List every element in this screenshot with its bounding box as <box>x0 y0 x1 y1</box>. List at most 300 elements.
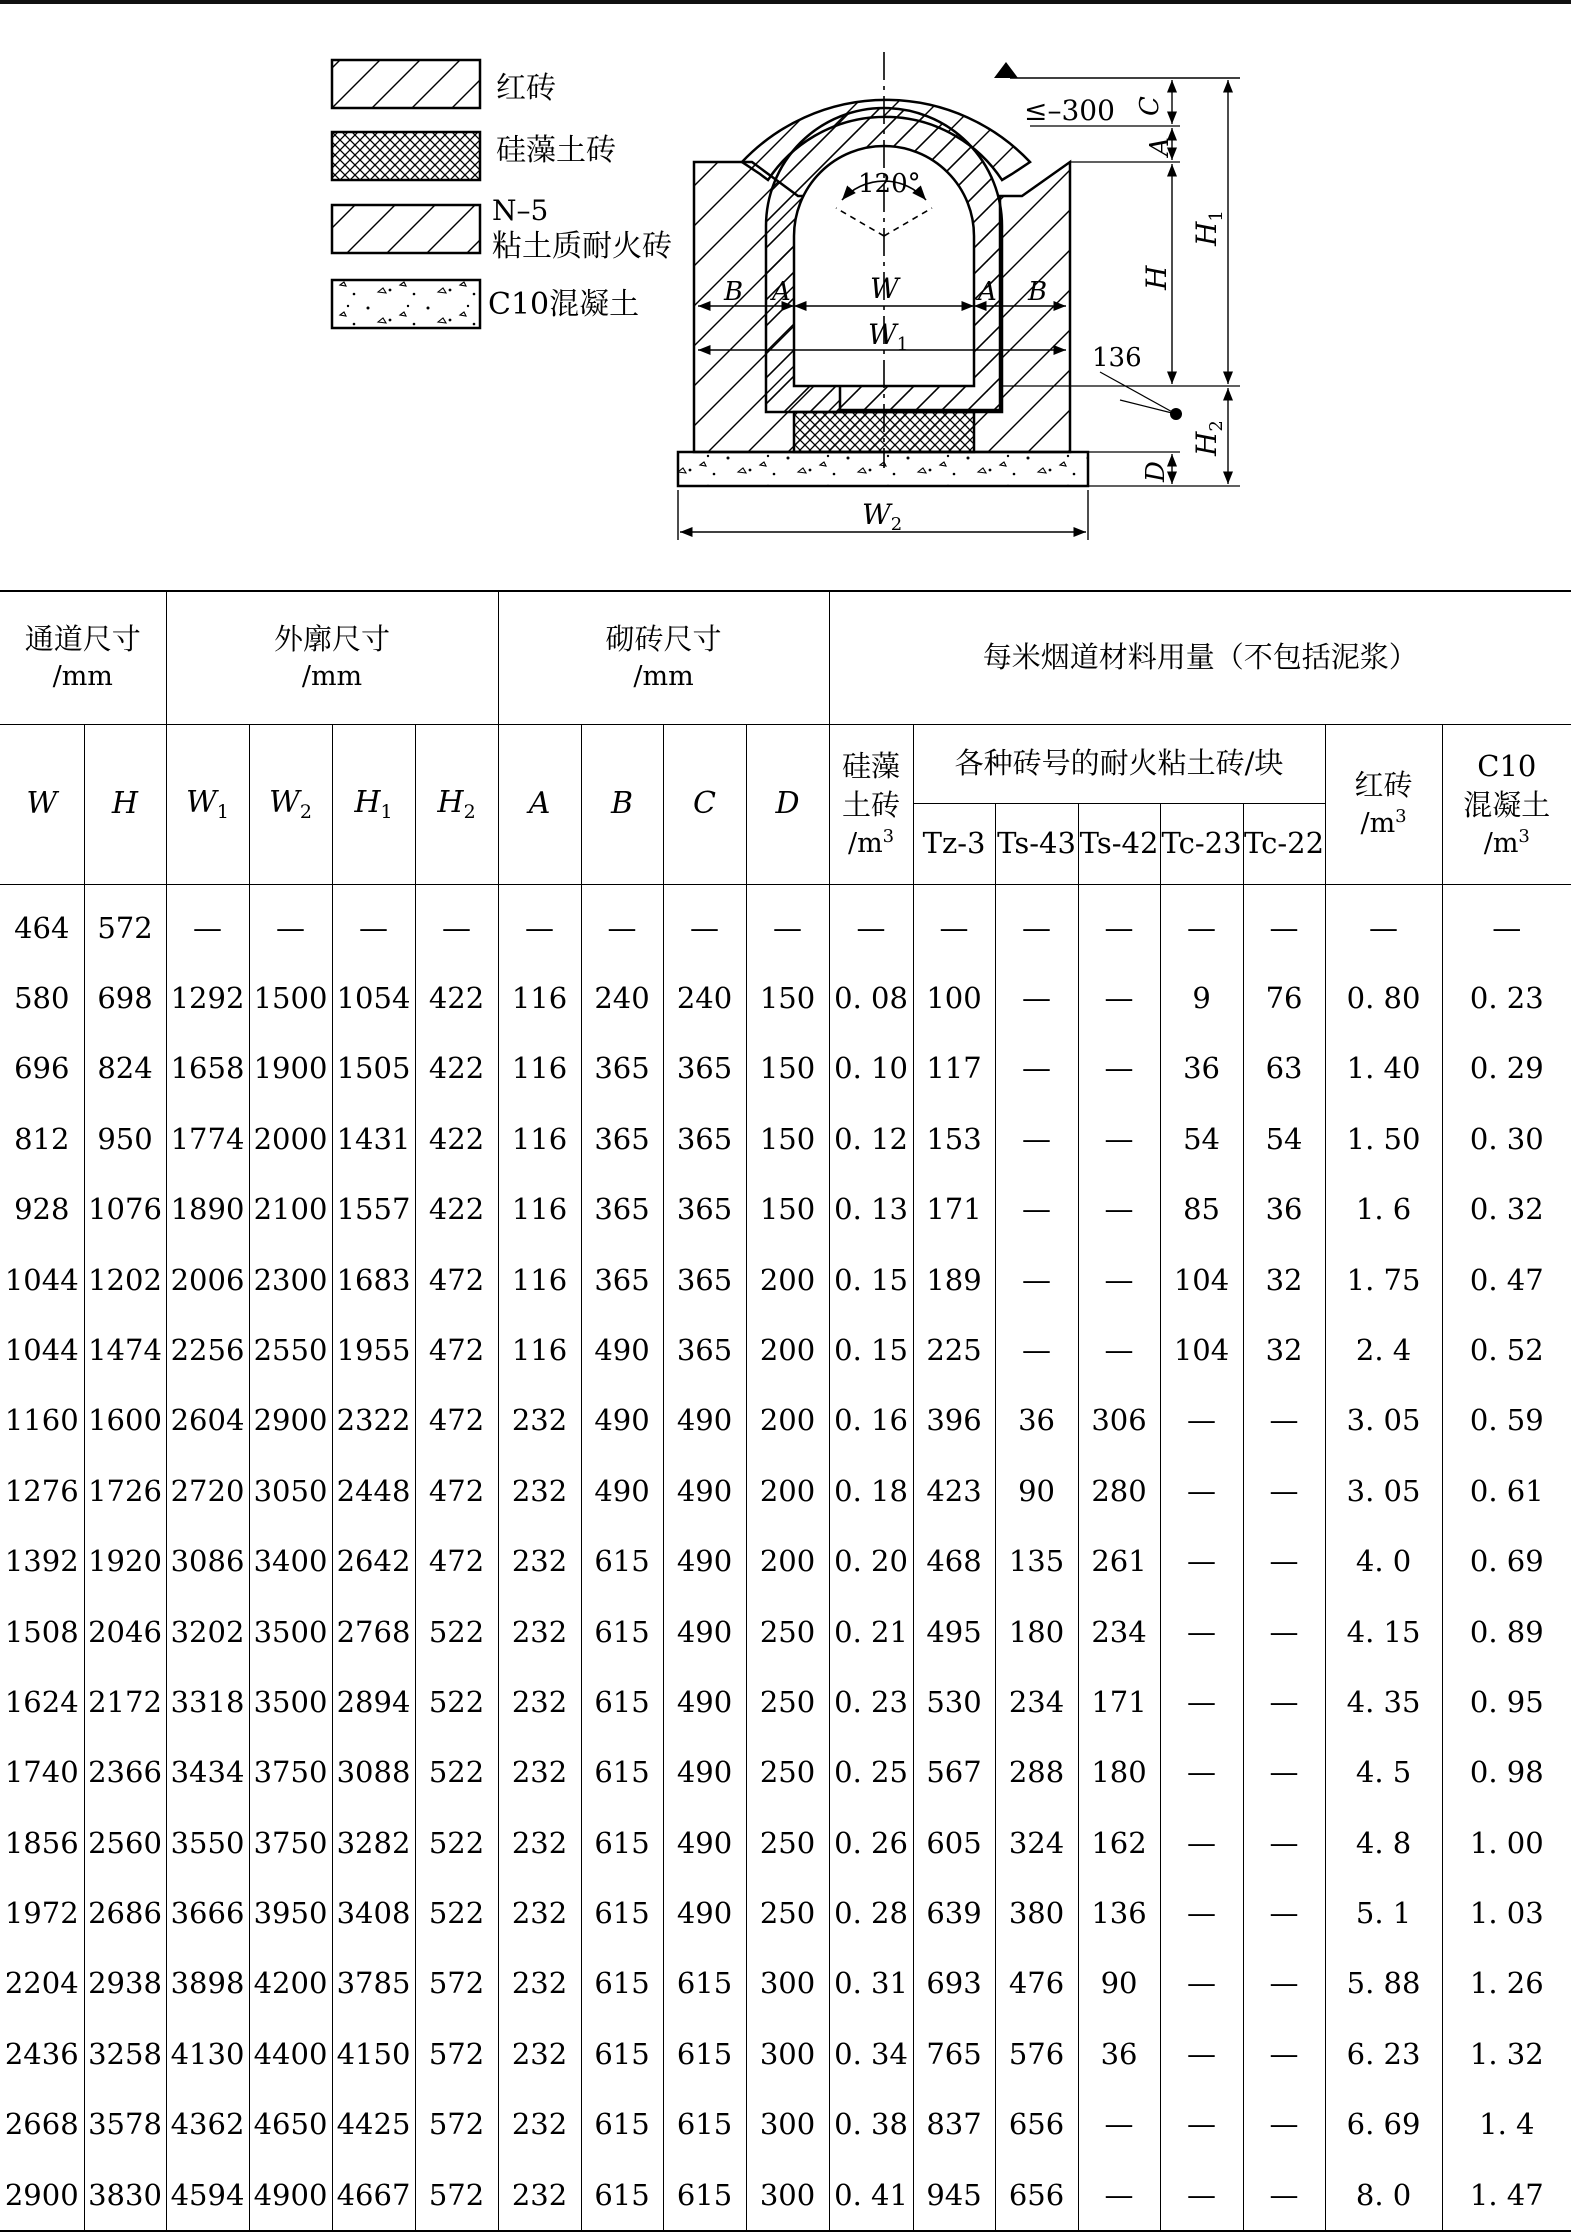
table-cell: 3408 <box>332 1878 415 1948</box>
table-cell: 490 <box>663 1597 746 1667</box>
table-cell: 0. 08 <box>829 963 913 1033</box>
table-cell: — <box>1160 1738 1243 1808</box>
table-cell: 490 <box>663 1667 746 1737</box>
table-cell: — <box>1160 2019 1243 2089</box>
table-row <box>0 1527 1571 1597</box>
table-cell: 0. 41 <box>829 2160 913 2231</box>
col-header-H1: $H_1$ <box>332 725 415 885</box>
table-cell: — <box>1243 885 1325 964</box>
table-cell: 615 <box>663 2019 746 2089</box>
col-header-tz3: Tz-3 <box>913 804 995 885</box>
table-cell: 32 <box>1243 1245 1325 1315</box>
dim-label-W: W <box>870 272 899 305</box>
table-cell: 4. 5 <box>1325 1738 1442 1808</box>
table-row <box>0 1245 1571 1315</box>
table-cell: 422 <box>415 1104 498 1174</box>
legend-label-concrete: C10混凝土 <box>488 287 640 322</box>
table-cell: — <box>1243 1597 1325 1667</box>
table-cell: 1276 <box>4 1473 79 1508</box>
table-cell: 0. 18 <box>829 1456 913 1526</box>
table-cell: 3. 05 <box>1325 1456 1442 1526</box>
table-cell: 1. 32 <box>1442 2019 1571 2089</box>
table-cell: 615 <box>581 2019 663 2089</box>
table-cell: 365 <box>663 1315 746 1385</box>
table-cell: — <box>415 885 498 964</box>
table-cell: 837 <box>913 2090 995 2160</box>
dim-label-H: H <box>1140 265 1173 290</box>
table-cell: 396 <box>913 1386 995 1456</box>
col-header-ts42: Ts-42 <box>1078 804 1160 885</box>
table-cell: — <box>1078 1315 1160 1385</box>
table-cell: 0. 20 <box>829 1527 913 1597</box>
table-cell: — <box>1325 885 1442 964</box>
table-cell: 3750 <box>249 1808 332 1878</box>
table-cell: 2204 <box>4 1966 79 2001</box>
table-cell: 300 <box>746 1949 829 2019</box>
flue-material-table <box>0 590 1571 2232</box>
table-cell: 2322 <box>332 1386 415 1456</box>
table-cell: 200 <box>746 1527 829 1597</box>
table-cell: 422 <box>415 963 498 1033</box>
table-cell: 180 <box>1078 1738 1160 1808</box>
table-cell: 232 <box>498 1527 581 1597</box>
angle-label: 120° <box>858 169 921 199</box>
table-cell: 85 <box>1160 1175 1243 1245</box>
table-cell: 1. 03 <box>1442 1878 1571 1948</box>
table-cell: — <box>1243 1878 1325 1948</box>
table-cell: 639 <box>913 1878 995 1948</box>
table-cell: 162 <box>1078 1808 1160 1878</box>
table-cell: 380 <box>995 1878 1078 1948</box>
table-cell: 153 <box>913 1104 995 1174</box>
table-cell: — <box>1078 2090 1160 2160</box>
table-cell: 36 <box>1160 1034 1243 1104</box>
table-cell: 572 <box>415 2019 498 2089</box>
dim-label-136: 136 <box>1092 343 1142 373</box>
table-cell: 117 <box>913 1034 995 1104</box>
table-cell: 1658 <box>166 1034 249 1104</box>
table-cell: — <box>1160 1386 1243 1456</box>
table-cell: 950 <box>84 1104 166 1174</box>
table-cell: 2366 <box>84 1738 166 1808</box>
table-cell: 4362 <box>166 2090 249 2160</box>
table-cell: 4. 35 <box>1325 1667 1442 1737</box>
table-cell: 2172 <box>84 1667 166 1737</box>
table-cell: 365 <box>663 1034 746 1104</box>
table-cell: 4. 0 <box>1325 1527 1442 1597</box>
table-row <box>0 1386 1571 1456</box>
table-cell: 90 <box>1078 1949 1160 2019</box>
legend-swatch-diatomite <box>332 132 480 180</box>
table-cell: 490 <box>581 1315 663 1385</box>
table-cell: 464 <box>14 910 70 945</box>
table-cell: — <box>581 885 663 964</box>
table-cell: 36 <box>995 1386 1078 1456</box>
table-cell: 4650 <box>249 2090 332 2160</box>
table-cell: 232 <box>498 1667 581 1737</box>
table-cell: 300 <box>746 2090 829 2160</box>
table-cell: 0. 61 <box>1442 1456 1571 1526</box>
table-cell: 3666 <box>166 1878 249 1948</box>
table-cell: 116 <box>498 1315 581 1385</box>
table-cell: 1740 <box>4 1755 79 1790</box>
table-cell: 472 <box>415 1245 498 1315</box>
table-cell: 3088 <box>332 1738 415 1808</box>
dim-label-H1: $H_1$ <box>1190 210 1227 246</box>
table-cell: — <box>995 1175 1078 1245</box>
table-cell: 522 <box>415 1738 498 1808</box>
table-cell: 422 <box>415 1034 498 1104</box>
table-cell: 9 <box>1160 963 1243 1033</box>
table-cell: 576 <box>995 2019 1078 2089</box>
table-row <box>0 1738 1571 1808</box>
table-cell: — <box>1160 1808 1243 1878</box>
table-cell: 2900 <box>0 2160 84 2231</box>
table-cell: 365 <box>663 1175 746 1245</box>
table-cell: 2. 4 <box>1325 1315 1442 1385</box>
table-cell: 1505 <box>332 1034 415 1104</box>
table-cell: 656 <box>995 2090 1078 2160</box>
table-cell: 234 <box>1078 1597 1160 1667</box>
table-cell: 4594 <box>166 2160 249 2231</box>
table-cell: 365 <box>581 1034 663 1104</box>
table-row <box>0 1175 1571 1245</box>
table-cell: 250 <box>746 1808 829 1878</box>
table-cell: 232 <box>498 2019 581 2089</box>
table-cell: — <box>1243 1386 1325 1456</box>
table-cell: — <box>913 885 995 964</box>
table-cell: 472 <box>415 1315 498 1385</box>
col-header-W: W <box>0 725 84 885</box>
table-cell: 2448 <box>332 1456 415 1526</box>
table-cell: 3830 <box>84 2160 166 2231</box>
table-cell: 240 <box>581 963 663 1033</box>
col-header-tc22: Tc-22 <box>1243 804 1325 885</box>
table-cell: 3500 <box>249 1667 332 1737</box>
table-cell: 4200 <box>249 1949 332 2019</box>
table-cell: 0. 29 <box>1442 1034 1571 1104</box>
dim-label-W1: $W_1$ <box>868 318 909 355</box>
table-cell: 522 <box>415 1878 498 1948</box>
table-cell: 490 <box>663 1386 746 1456</box>
table-cell: 1. 4 <box>1442 2090 1571 2160</box>
table-cell: 300 <box>746 2019 829 2089</box>
table-cell: — <box>1243 1949 1325 2019</box>
table-cell: 6. 23 <box>1325 2019 1442 2089</box>
table-cell: 1. 00 <box>1442 1808 1571 1878</box>
table-cell: 1. 75 <box>1325 1245 1442 1315</box>
table-cell: 4400 <box>249 2019 332 2089</box>
table-cell: 200 <box>746 1456 829 1526</box>
table-cell: 5. 1 <box>1325 1878 1442 1948</box>
table-cell: 615 <box>581 1667 663 1737</box>
table-cell: 0. 98 <box>1442 1738 1571 1808</box>
table-cell: 90 <box>995 1456 1078 1526</box>
table-cell: 200 <box>746 1315 829 1385</box>
table-cell: 468 <box>913 1527 995 1597</box>
table-cell: 4667 <box>332 2160 415 2231</box>
table-row <box>0 1034 1571 1104</box>
table-cell: 615 <box>663 2160 746 2231</box>
table-cell: 1500 <box>249 963 332 1033</box>
table-cell: 490 <box>663 1878 746 1948</box>
table-cell: 261 <box>1078 1527 1160 1597</box>
table-cell: 0. 47 <box>1442 1245 1571 1315</box>
table-cell: 1972 <box>4 1896 79 1931</box>
table-cell: 765 <box>913 2019 995 2089</box>
table-cell: 0. 23 <box>829 1667 913 1737</box>
table-cell: 365 <box>663 1245 746 1315</box>
table-cell: 656 <box>995 2160 1078 2231</box>
table-cell: 812 <box>14 1121 70 1156</box>
table-cell: — <box>1160 2160 1243 2231</box>
table-cell: 4. 8 <box>1325 1808 1442 1878</box>
table-cell: 2550 <box>249 1315 332 1385</box>
table-cell: — <box>995 1104 1078 1174</box>
table-row <box>0 1667 1571 1737</box>
table-cell: — <box>995 1245 1078 1315</box>
table-cell: 572 <box>84 885 166 964</box>
table-row <box>0 2019 1571 2089</box>
legend-swatch-red-brick <box>332 60 480 108</box>
table-cell: 422 <box>415 1175 498 1245</box>
table-cell: — <box>995 1034 1078 1104</box>
table-cell: — <box>1078 1104 1160 1174</box>
table-cell: 615 <box>663 2090 746 2160</box>
table-cell: 1431 <box>332 1104 415 1174</box>
table-cell: 240 <box>663 963 746 1033</box>
table-cell: 3434 <box>166 1738 249 1808</box>
table-cell: 0. 26 <box>829 1808 913 1878</box>
table-cell: — <box>1160 1456 1243 1526</box>
table-cell: — <box>1160 1878 1243 1948</box>
col-header-diatomite: 硅藻 土砖 $/m^3$ <box>829 725 913 885</box>
table-cell: 1292 <box>166 963 249 1033</box>
table-cell: 522 <box>415 1597 498 1667</box>
table-cell: 1202 <box>84 1245 166 1315</box>
table-cell: 605 <box>913 1808 995 1878</box>
table-cell: 324 <box>995 1808 1078 1878</box>
table-cell: 116 <box>498 1104 581 1174</box>
table-cell: 2768 <box>332 1597 415 1667</box>
table-cell: 0. 15 <box>829 1245 913 1315</box>
legend-label-red-brick: 红砖 <box>496 71 556 106</box>
table-cell: 0. 10 <box>829 1034 913 1104</box>
table-cell: 615 <box>581 2160 663 2231</box>
table-cell: 2938 <box>84 1949 166 2019</box>
table-cell: — <box>498 885 581 964</box>
table-cell: 232 <box>498 1738 581 1808</box>
table-cell: 2642 <box>332 1527 415 1597</box>
table-cell: 572 <box>415 2160 498 2231</box>
col-header-red-brick: 红砖 $/m^3$ <box>1325 725 1442 885</box>
table-cell: 423 <box>913 1456 995 1526</box>
table-cell: 0. 21 <box>829 1597 913 1667</box>
table-cell: 3898 <box>166 1949 249 2019</box>
table-cell: — <box>1442 885 1571 964</box>
table-row <box>0 1597 1571 1667</box>
table-row <box>0 2090 1571 2160</box>
header-material-usage: 每米烟道材料用量（不包括泥浆） <box>829 591 1571 725</box>
table-cell: 2894 <box>332 1667 415 1737</box>
table-cell: 2300 <box>249 1245 332 1315</box>
table-cell: 1856 <box>4 1825 79 1860</box>
table-cell: 250 <box>746 1667 829 1737</box>
table-cell: — <box>1078 885 1160 964</box>
table-cell: 1076 <box>84 1175 166 1245</box>
table-cell: 150 <box>746 1175 829 1245</box>
table-cell: 225 <box>913 1315 995 1385</box>
dim-label-B-left: B <box>724 277 744 307</box>
table-cell: — <box>1243 1667 1325 1737</box>
table-cell: 6. 69 <box>1325 2090 1442 2160</box>
table-cell: 76 <box>1243 963 1325 1033</box>
table-row <box>0 885 1571 964</box>
col-header-W2: $W_2$ <box>249 725 332 885</box>
table-cell: 1. 26 <box>1442 1949 1571 2019</box>
table-cell: — <box>1078 1245 1160 1315</box>
table-cell: 1774 <box>166 1104 249 1174</box>
table-cell: 36 <box>1243 1175 1325 1245</box>
col-header-firebrick-group: 各种砖号的耐火粘土砖/块 <box>913 725 1325 804</box>
table-cell: — <box>1243 2090 1325 2160</box>
table-cell: 495 <box>913 1597 995 1667</box>
table-cell: 4150 <box>332 2019 415 2089</box>
table-cell: 1. 47 <box>1442 2160 1571 2231</box>
table-cell: 8. 0 <box>1325 2160 1442 2231</box>
table-cell: 2256 <box>166 1315 249 1385</box>
table-cell: 1955 <box>332 1315 415 1385</box>
table-cell: 472 <box>415 1527 498 1597</box>
table-cell: 180 <box>995 1597 1078 1667</box>
table-cell: 135 <box>995 1527 1078 1597</box>
table-cell: 200 <box>746 1245 829 1315</box>
table-body <box>0 885 1571 2232</box>
table-cell: 0. 31 <box>829 1949 913 2019</box>
table-cell: 4900 <box>249 2160 332 2231</box>
table-cell: 0. 12 <box>829 1104 913 1174</box>
table-cell: — <box>1243 2160 1325 2231</box>
table-cell: 1. 50 <box>1325 1104 1442 1174</box>
table-cell: 232 <box>498 2160 581 2231</box>
table-cell: 3318 <box>166 1667 249 1737</box>
legend-label-firebrick-grade: N–5 <box>492 194 549 227</box>
table-cell: 104 <box>1160 1245 1243 1315</box>
table-cell: 0. 15 <box>829 1315 913 1385</box>
table-cell: 2000 <box>249 1104 332 1174</box>
col-header-tc23: Tc-23 <box>1160 804 1243 885</box>
table-cell: 2900 <box>249 1386 332 1456</box>
table-cell: 476 <box>995 1949 1078 2019</box>
table-cell: 0. 69 <box>1442 1527 1571 1597</box>
table-cell: — <box>332 885 415 964</box>
table-cell: — <box>1078 1175 1160 1245</box>
table-cell: 945 <box>913 2160 995 2231</box>
table-cell: 116 <box>498 1034 581 1104</box>
table-cell: 4130 <box>166 2019 249 2089</box>
table-cell: 1683 <box>332 1245 415 1315</box>
table-cell: — <box>1243 2019 1325 2089</box>
dim-label-A-vertical: A <box>1145 137 1175 156</box>
table-cell: 116 <box>498 963 581 1033</box>
col-header-C: C <box>663 725 746 885</box>
dim-label-B-right: B <box>1028 277 1048 307</box>
table-cell: 580 <box>14 981 70 1016</box>
table-cell: 116 <box>498 1175 581 1245</box>
table-cell: 150 <box>746 1034 829 1104</box>
flue-cross-section-figure <box>0 0 1571 580</box>
table-cell: 232 <box>498 2090 581 2160</box>
table-cell: — <box>1078 1034 1160 1104</box>
legend-label-firebrick: 粘土质耐火砖 <box>492 229 672 264</box>
header-brick-size: 砌砖尺寸 /mm <box>498 591 829 725</box>
col-header-W1: $W_1$ <box>166 725 249 885</box>
table-cell: 3785 <box>332 1949 415 2019</box>
table-cell: 1044 <box>4 1262 79 1297</box>
table-cell: 615 <box>581 1527 663 1597</box>
table-cell: 3258 <box>84 2019 166 2089</box>
table-cell: 530 <box>913 1667 995 1737</box>
table-cell: 490 <box>581 1386 663 1456</box>
table-cell: 615 <box>581 1738 663 1808</box>
table-cell: 490 <box>663 1808 746 1878</box>
table-cell: 615 <box>663 1949 746 2019</box>
table-cell: 365 <box>663 1104 746 1174</box>
table-cell: 0. 52 <box>1442 1315 1571 1385</box>
table-cell: 698 <box>84 963 166 1033</box>
table-cell: 150 <box>746 1104 829 1174</box>
cross-section <box>678 52 1240 540</box>
table-cell: 1557 <box>332 1175 415 1245</box>
table-cell: 522 <box>415 1667 498 1737</box>
table-cell: 104 <box>1160 1315 1243 1385</box>
table-cell: 232 <box>498 1878 581 1948</box>
table-cell: — <box>663 885 746 964</box>
table-row <box>0 1104 1571 1174</box>
table-cell: 32 <box>1243 1315 1325 1385</box>
table-cell: 54 <box>1160 1104 1243 1174</box>
table-cell: 2100 <box>249 1175 332 1245</box>
table-cell: 1890 <box>166 1175 249 1245</box>
table-cell: 1. 40 <box>1325 1034 1442 1104</box>
table-cell: 2560 <box>84 1808 166 1878</box>
table-cell: 2046 <box>84 1597 166 1667</box>
dim-label-A-left: A <box>772 277 791 307</box>
table-cell: 250 <box>746 1597 829 1667</box>
table-cell: 490 <box>663 1738 746 1808</box>
table-cell: 1. 6 <box>1325 1175 1442 1245</box>
table-cell: 232 <box>498 1949 581 2019</box>
table-cell: 2720 <box>166 1456 249 1526</box>
table-cell: — <box>1160 2090 1243 2160</box>
table-cell: 572 <box>415 2090 498 2160</box>
table-cell: 3050 <box>249 1456 332 1526</box>
col-header-H2: $H_2$ <box>415 725 498 885</box>
table-cell: — <box>1243 1738 1325 1808</box>
table-cell: 232 <box>498 1597 581 1667</box>
table-cell: 171 <box>1078 1667 1160 1737</box>
table-cell: — <box>995 885 1078 964</box>
table-row <box>0 1315 1571 1385</box>
table-cell: 3578 <box>84 2090 166 2160</box>
dim-label-A-right: A <box>978 277 997 307</box>
col-header-H: H <box>84 725 166 885</box>
table-cell: 0. 80 <box>1325 963 1442 1033</box>
table-cell: 1508 <box>4 1614 79 1649</box>
table-cell: 54 <box>1243 1104 1325 1174</box>
table-cell: 3400 <box>249 1527 332 1597</box>
table-cell: 4. 15 <box>1325 1597 1442 1667</box>
